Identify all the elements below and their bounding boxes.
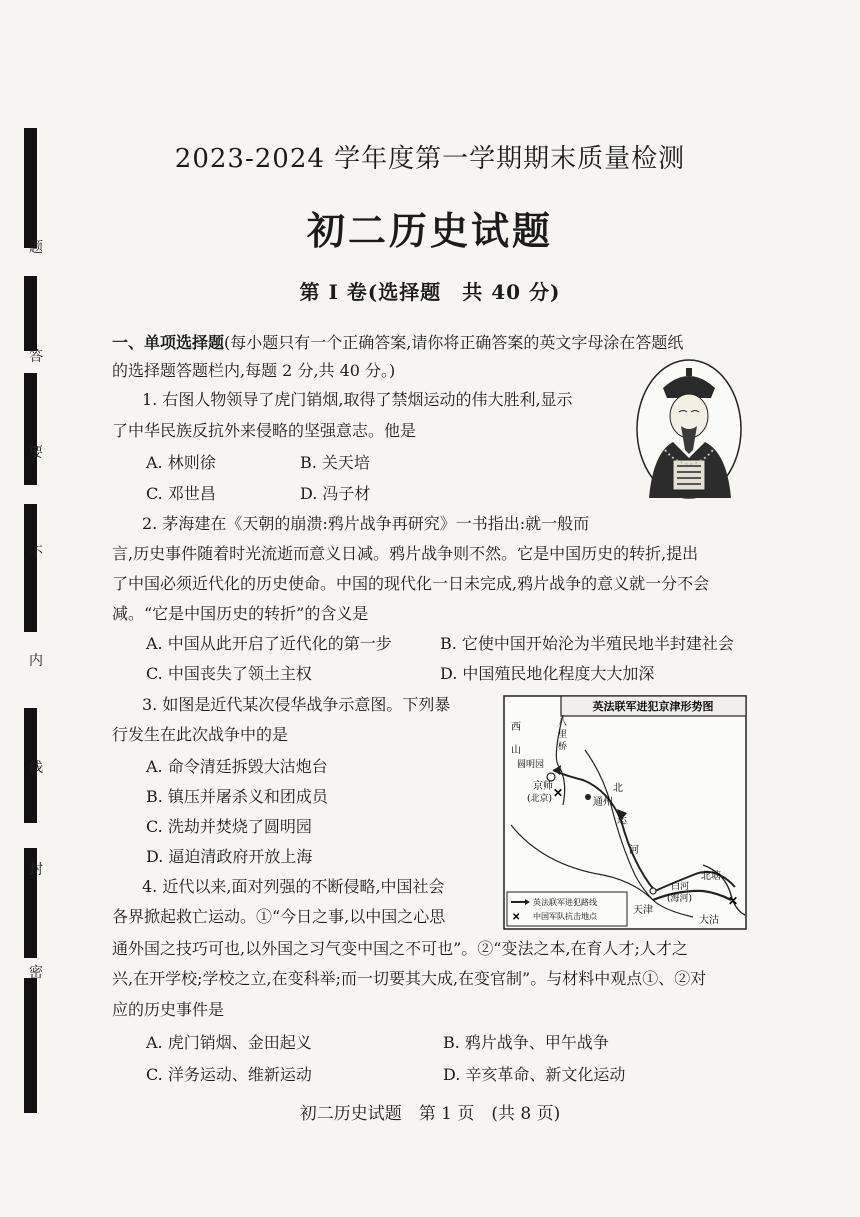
question-4-line: 4. 近代以来,面对列强的不断侵略,中国社会 xyxy=(142,877,445,896)
question-2-line: 了中国必须近代化的历史使命。中国的现代化一日未完成,鸦片战争的意义就一分不会 xyxy=(112,574,710,593)
map-label-baliqiao: 里 xyxy=(558,730,568,740)
question-1-option-d[interactable]: D. 冯子材 xyxy=(300,484,371,503)
map-label-beitang: 北塘 xyxy=(701,871,721,882)
question-3-line: 3. 如图是近代某次侵华战争示意图。下列暴 xyxy=(142,695,451,714)
question-3-option-a[interactable]: A. 命令清廷拆毁大沽炮台 xyxy=(146,757,328,776)
question-4-option-a[interactable]: A. 虎门销烟、金田起义 xyxy=(146,1033,312,1052)
binding-char: 封 xyxy=(29,862,43,878)
instruction-text: 的选择题答题栏内,每题 2 分,共 40 分。) xyxy=(112,361,396,380)
map-label-tongzhou: 通州 xyxy=(593,797,613,808)
question-1-option-c[interactable]: C. 邓世昌 xyxy=(146,484,216,503)
map-label-baliqiao: 桥 xyxy=(558,742,568,752)
question-4-line: 兴,在开学校;学校之立,在变科举;而一切要其大成,在变官制”。与材料中观点①、②对 xyxy=(112,969,707,988)
map-label-baliqiao: 八 xyxy=(558,718,568,728)
map-label-he: 河 xyxy=(629,845,639,856)
question-2-line: 2. 茅海建在《天朝的崩溃:鸦片战争再研究》一书指出:就一般而 xyxy=(142,514,590,533)
legend-battle-icon: ✕ xyxy=(512,912,521,923)
map-label-yuanmingyuan: 圆明园 xyxy=(517,760,545,770)
map-label-bei: 北 xyxy=(613,783,623,794)
map-label-jingshi: 京师 xyxy=(533,781,553,792)
map-label-haihe: (海河) xyxy=(667,894,693,904)
binding-char: 不 xyxy=(29,545,43,561)
map-label-dagu: 大沽 xyxy=(699,915,719,926)
binding-bar xyxy=(24,373,37,485)
map-label-baihe: 白河 xyxy=(671,882,690,892)
question-4-line: 通外国之技巧可也,以外国之习气变中国之不可也”。②“变法之本,在育人才;人才之 xyxy=(112,939,688,958)
map-title: 英法联军进犯京津形势图 xyxy=(592,701,714,713)
question-4-option-b[interactable]: B. 鸦片战争、甲午战争 xyxy=(443,1033,609,1052)
binding-bar xyxy=(24,978,37,1113)
binding-char: 密 xyxy=(29,965,43,981)
instruction-text: (每小题只有一个正确答案,请你将正确答案的英文字母涂在答题纸 xyxy=(224,333,684,352)
legend-battle: 中国军队抗击地点 xyxy=(533,912,597,921)
question-2-option-b[interactable]: B. 它使中国开始沦为半殖民地半封建社会 xyxy=(440,634,734,653)
question-4-line: 各界掀起救亡运动。①“今日之事,以中国之心思 xyxy=(112,907,446,926)
lin-zexu-portrait xyxy=(635,358,743,500)
question-4-option-d[interactable]: D. 辛亥革命、新文化运动 xyxy=(443,1065,626,1084)
map-label-xishan-2: 山 xyxy=(511,745,521,756)
binding-char: 答 xyxy=(29,349,43,365)
binding-char: 内 xyxy=(29,653,43,669)
map-label-tianjin: 天津 xyxy=(633,905,653,916)
binding-char: 题 xyxy=(29,240,43,256)
map-label-yun: 运 xyxy=(617,815,627,826)
section-heading: 一、单项选择题 xyxy=(112,333,225,352)
page-footer: 初二历史试题 第 1 页 (共 8 页) xyxy=(299,1104,561,1124)
question-1-option-a[interactable]: A. 林则徐 xyxy=(146,453,216,472)
question-3-line: 行发生在此次战争中的是 xyxy=(112,725,289,744)
exam-year-title: 2023-2024 学年度第一学期期末质量检测 xyxy=(174,144,686,174)
volume-title: 第 I 卷(选择题 共 40 分) xyxy=(299,280,561,304)
map-label-xishan-1: 西 xyxy=(511,722,521,733)
question-3-option-d[interactable]: D. 逼迫清政府开放上海 xyxy=(146,847,313,866)
binding-char: 要 xyxy=(29,445,43,461)
question-2-option-c[interactable]: C. 中国丧失了领土主权 xyxy=(146,664,312,683)
question-2-line: 减。“它是中国历史的转折”的含义是 xyxy=(112,604,369,623)
legend-route: 英法联军进犯路线 xyxy=(533,898,597,907)
question-3-option-b[interactable]: B. 镇压并屠杀义和团成员 xyxy=(146,787,328,806)
question-1-line: 了中华民族反抗外来侵略的坚强意志。他是 xyxy=(112,421,417,440)
question-4-line: 应的历史事件是 xyxy=(112,1000,225,1019)
question-2-option-a[interactable]: A. 中国从此开启了近代化的第一步 xyxy=(146,634,392,653)
question-2-line: 言,历史事件随着时光流逝而意义日减。鸦片战争则不然。它是中国历史的转折,提出 xyxy=(112,544,699,563)
binding-char: 线 xyxy=(29,760,43,776)
question-1-option-b[interactable]: B. 关天培 xyxy=(300,453,370,472)
question-3-option-c[interactable]: C. 洗劫并焚烧了圆明园 xyxy=(146,817,312,836)
map-label-beijing: (北京) xyxy=(527,794,553,804)
battle-mark-icon: ✕ xyxy=(553,786,564,800)
exam-title: 初二历史试题 xyxy=(306,208,553,253)
battle-mark-icon: ✕ xyxy=(728,894,739,908)
question-1-line: 1. 右图人物领导了虎门销烟,取得了禁烟运动的伟大胜利,显示 xyxy=(142,390,573,409)
question-4-option-c[interactable]: C. 洋务运动、维新运动 xyxy=(146,1065,312,1084)
anglo-french-invasion-map xyxy=(503,695,747,930)
section-instruction-line xyxy=(112,332,683,354)
binding-bar xyxy=(24,504,37,632)
question-2-option-d[interactable]: D. 中国殖民地化程度大大加深 xyxy=(440,664,655,683)
